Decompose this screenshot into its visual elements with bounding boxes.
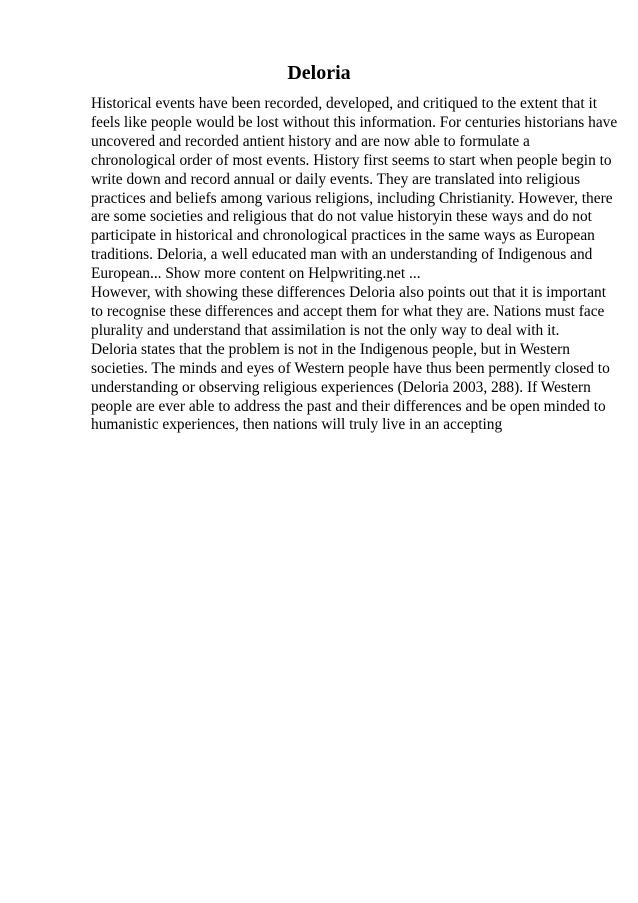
text-line: Deloria states that the problem is not in the Indigenous people, but in Western — [91, 340, 570, 358]
text-line: uncovered and recorded antient history and are now able to formulate a — [91, 132, 530, 150]
text-line: societies. The minds and eyes of Western people have thus been permently closed to — [91, 359, 610, 377]
text-line: participate in historical and chronological practices in the same ways as European — [91, 227, 595, 245]
text-line: are some societies and religious that do not value historyin these ways and do not — [91, 208, 592, 226]
text-line: people are ever able to address the past and their differences and be open minded to — [91, 397, 606, 415]
text-line: plurality and understand that assimilation is not the only way to deal with it. — [91, 321, 560, 339]
document-title: Deloria — [287, 62, 351, 84]
text-line: traditions. Deloria, a well educated man with an understanding of Indigenous and — [91, 246, 593, 264]
text-line: write down and record annual or daily events. They are translated into religious — [91, 170, 581, 188]
paragraph-2 — [91, 284, 607, 341]
paragraph-1 — [91, 95, 618, 284]
text-line: feels like people would be lost without this information. For centuries historians have — [91, 113, 618, 131]
text-line: humanistic experiences, then nations will truly live in an accepting — [91, 416, 503, 434]
text-line: to recognise these differences and accept them for what they are. Nations must face — [91, 302, 605, 320]
text-line: practices and beliefs among various religions, including Christianity. However, there — [91, 189, 613, 207]
text-line: understanding or observing religious experiences (Deloria 2003, 288). If Western — [91, 378, 591, 396]
paragraph-3 — [91, 340, 610, 436]
text-line: European... Show more content on Helpwriting.net ... — [91, 265, 421, 283]
text-line: However, with showing these differences Deloria also points out that it is important — [91, 284, 607, 302]
document-body — [91, 95, 618, 435]
text-line: Historical events have been recorded, developed, and critiqued to the extent that it — [91, 95, 597, 112]
text-line: chronological order of most events. History first seems to start when people begin to — [91, 151, 612, 169]
